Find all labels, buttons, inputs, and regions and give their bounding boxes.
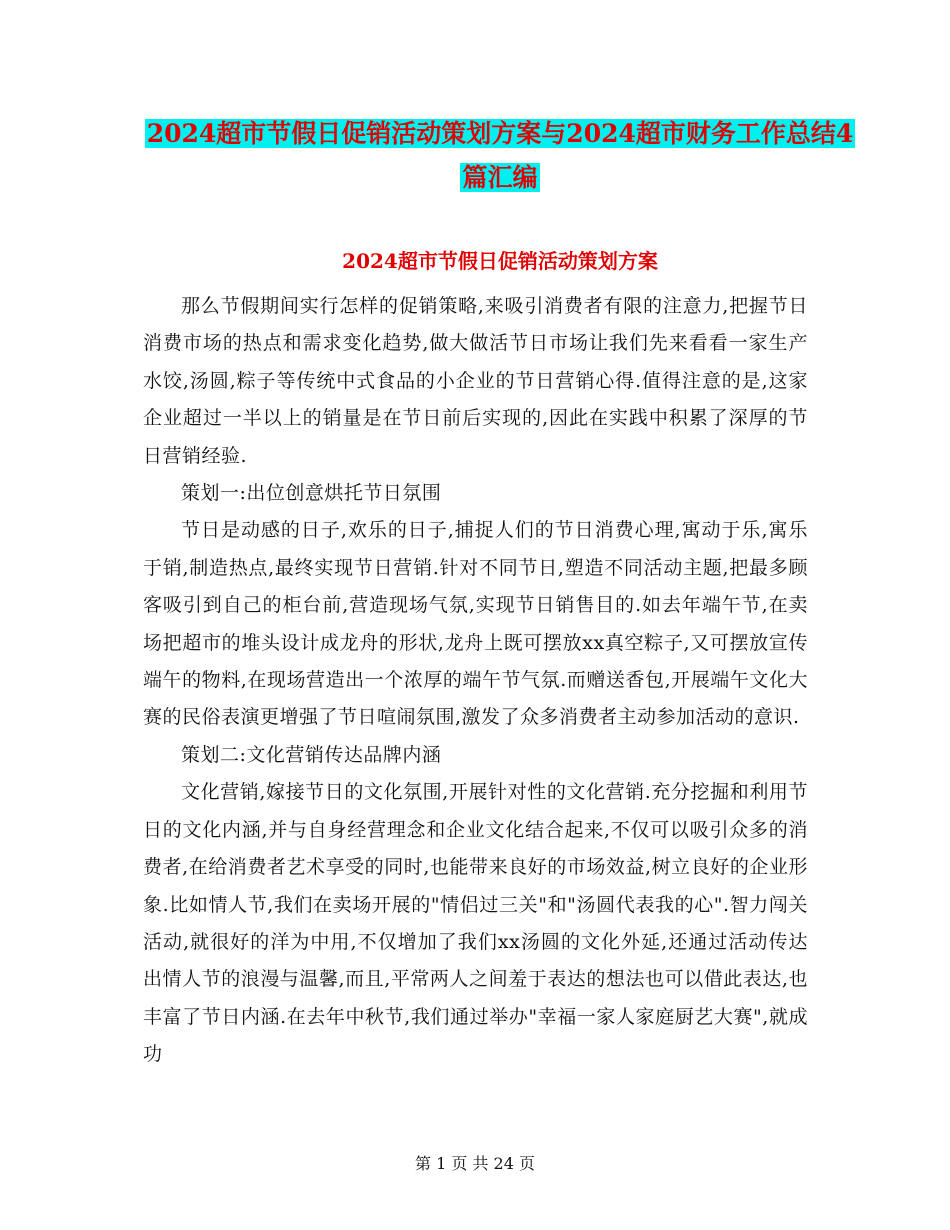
paragraph-strategy-1: 节日是动感的日子,欢乐的日子,捕捉人们的节日消费心理,寓动于乐,寓乐于销,制造热点,最终实现节日营销.针对不同节日,塑造不同活动主题,把最多顾客吸引到自己的柜台前,营造现场气氛,实现节日销售目的.如去年端午节,在卖场把超市的堆头设计成龙舟的形状,龙舟上既可摆放xx真空粽子,又可摆放宣传端午的物料,在现场营造出一个浓厚的端午节气氛.而赠送香包,开展端午文化大赛的民俗表演更增强了节日喧闹氛围,激发了众多消费者主动参加活动的意识. (143, 519, 808, 729)
page-footer (0, 1152, 950, 1176)
paragraph-heading-strategy-1: 策划一:出位创意烘托节日氛围 (181, 482, 442, 505)
page-number-label: 第 1 页 共 24 页 (415, 1154, 535, 1173)
document-body (143, 288, 808, 1074)
document-main-title (140, 112, 860, 200)
paragraph-intro: 那么节假期间实行怎样的促销策略,来吸引消费者有限的注意力,把握节日消费市场的热点和需求变化趋势,做大做活节日市场让我们先来看看一家生产水饺,汤圆,粽子等传统中式食品的小企业的节日营销心得.值得注意的是,这家企业超过一半以上的销量是在节日前后实现的,因此在实践中积累了深厚的节日营销经验. (143, 295, 808, 467)
paragraph-heading-strategy-2: 策划二:文化营销传达品牌内涵 (181, 743, 442, 766)
main-title-highlight: 2024超市节假日促销活动策划方案与2024超市财务工作总结4篇汇编 (146, 119, 854, 192)
section-title: 2024超市节假日促销活动策划方案 (342, 249, 658, 273)
paragraph-strategy-2: 文化营销,嫁接节日的文化氛围,开展针对性的文化营销.充分挖掘和利用节日的文化内涵,并与自身经营理念和企业文化结合起来,不仅可以吸引众多的消费者,在给消费者艺术享受的同时,也能带来良好的市场效益,树立良好的企业形象.比如情人节,我们在卖场开展的"情侣过三关"和"汤圆代表我的心".智力闯关活动,就很好的洋为中用,不仅增加了我们xx汤圆的文化外延,还通过活动传达出情人节的浪漫与温馨,而且,平常两人之间羞于表达的想法也可以借此表达,也丰富了节日内涵.在去年中秋节,我们通过举办"幸福一家人家庭厨艺大赛",就成功 (143, 781, 808, 1066)
